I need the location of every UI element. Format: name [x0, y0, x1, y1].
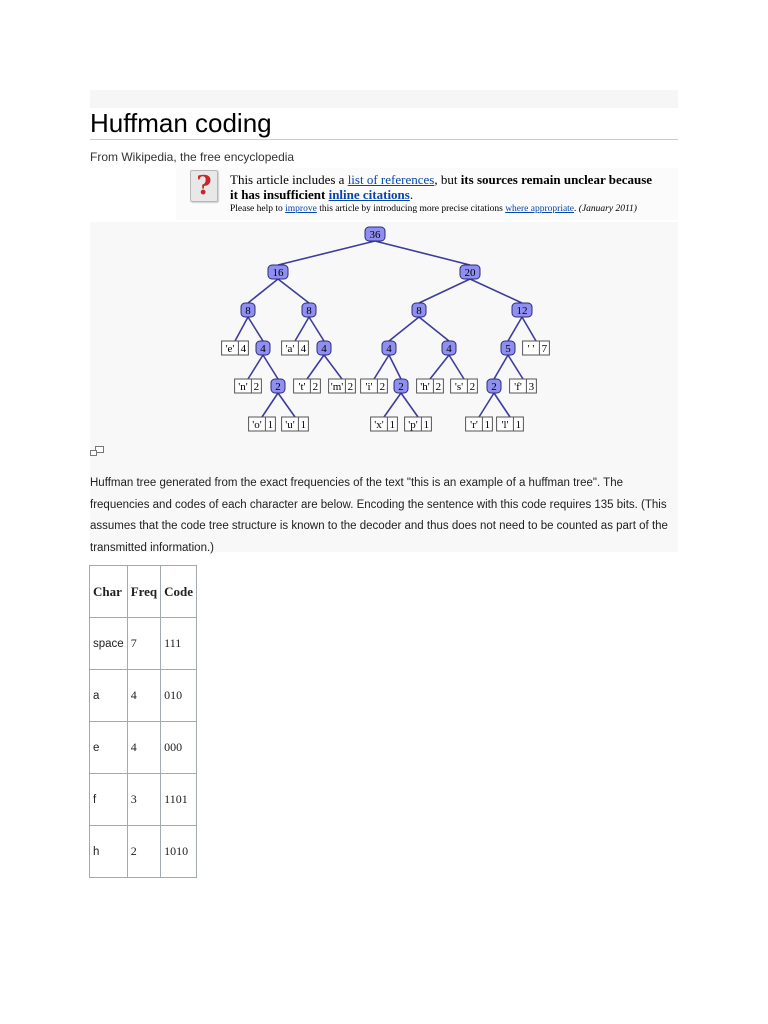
tree-internal-node	[394, 379, 408, 393]
leaf-node-char: 'e'	[225, 343, 235, 355]
tree-edge	[389, 317, 419, 341]
inline-citations-link[interactable]: inline citations	[328, 187, 410, 202]
cell-char: h	[90, 826, 128, 878]
tree-edge	[470, 279, 522, 303]
leaf-node-count: 2	[379, 381, 386, 393]
tree-leaf-node	[466, 417, 493, 431]
leaf-node-char: 'p'	[408, 419, 418, 431]
table-row	[90, 618, 197, 670]
cell-code: 111	[161, 618, 197, 670]
table-row	[90, 826, 197, 878]
internal-node-weight: 2	[491, 381, 497, 393]
tree-edge	[430, 355, 449, 379]
internal-node-weight: 4	[446, 343, 452, 355]
page-title: Huffman coding	[90, 108, 678, 140]
tree-edge	[295, 317, 309, 341]
tree-edge	[278, 393, 295, 417]
leaf-node-count: 1	[389, 419, 396, 431]
tree-edge	[248, 355, 263, 379]
notice-line-3: Please help to improve this article by introducing more precise citations where appropriate. (January 2011)	[230, 204, 637, 214]
tree-leaf-node	[235, 379, 262, 393]
huffman-code-table	[89, 565, 197, 878]
tree-edge	[401, 393, 418, 417]
notice-line-1: This article includes a list of references, but its sources remain unclear because	[230, 172, 653, 187]
leaf-node-char: 'm'	[330, 381, 344, 393]
internal-node-weight: 4	[260, 343, 266, 355]
tree-edge	[262, 393, 278, 417]
internal-node-weight: 8	[245, 305, 251, 317]
leaf-node-char: 't'	[298, 381, 306, 393]
tree-internal-node	[271, 379, 285, 393]
cell-freq: 4	[127, 722, 160, 774]
tree-edge	[494, 393, 510, 417]
tree-edge	[374, 355, 389, 379]
table-row	[90, 722, 197, 774]
tree-internal-node	[302, 303, 316, 317]
cell-freq: 3	[127, 774, 160, 826]
leaf-node-count: 2	[469, 381, 476, 393]
tree-internal-node	[256, 341, 270, 355]
tree-edge	[384, 393, 401, 417]
tree-edge	[263, 355, 278, 379]
citation-notice	[176, 168, 678, 220]
tree-edge	[479, 393, 494, 417]
tree-internal-node	[442, 341, 456, 355]
tree-leaf-node	[329, 379, 356, 393]
where-appropriate-link[interactable]: where appropriate	[505, 204, 575, 214]
cell-code: 1010	[161, 826, 197, 878]
leaf-node-count: 1	[515, 419, 522, 431]
leaf-node-count: 3	[528, 381, 535, 393]
cell-char: a	[90, 670, 128, 722]
leaf-node-char: 'r'	[470, 419, 478, 431]
tree-edge	[419, 317, 449, 341]
tree-leaf-node	[510, 379, 537, 393]
tree-leaf-node	[222, 341, 249, 355]
tree-leaf-node	[417, 379, 444, 393]
internal-node-weight: 12	[516, 305, 528, 317]
tree-leaf-node	[451, 379, 478, 393]
cell-code: 010	[161, 670, 197, 722]
list-of-references-link[interactable]: list of references	[347, 172, 435, 187]
leaf-node-count: 2	[253, 381, 260, 393]
leaf-node-char: 'l'	[501, 419, 509, 431]
tree-leaf-node	[294, 379, 321, 393]
tree-edge	[419, 279, 470, 303]
leaf-node-count: 1	[484, 419, 491, 431]
tree-edge	[494, 355, 508, 379]
internal-node-weight: 8	[306, 305, 312, 317]
question-mark-icon: ?	[190, 170, 218, 202]
tree-leaf-node	[497, 417, 524, 431]
tree-edge	[508, 317, 522, 341]
leaf-node-char: 'f'	[514, 381, 522, 393]
leaf-node-count: 2	[312, 381, 319, 393]
internal-node-weight: 16	[272, 267, 284, 279]
notice-line-2: it has insufficient inline citations.	[230, 187, 414, 202]
cell-char: f	[90, 774, 128, 826]
tree-internal-node	[365, 227, 385, 241]
internal-node-weight: 36	[369, 229, 381, 241]
tree-internal-node	[268, 265, 288, 279]
tree-internal-node	[382, 341, 396, 355]
tree-edge	[248, 317, 263, 341]
header-freq: Freq	[127, 566, 160, 618]
leaf-node-char: 'u'	[285, 419, 295, 431]
cell-code: 000	[161, 722, 197, 774]
tree-edge	[309, 317, 324, 341]
tree-internal-node	[460, 265, 480, 279]
internal-node-weight: 5	[505, 343, 511, 355]
cell-code: 1101	[161, 774, 197, 826]
tree-leaf-node	[371, 417, 398, 431]
tree-internal-node	[512, 303, 532, 317]
tree-internal-node	[317, 341, 331, 355]
page-tagline: From Wikipedia, the free encyclopedia	[90, 150, 295, 164]
leaf-node-char: ' '	[527, 343, 535, 355]
tree-edge	[324, 355, 342, 379]
leaf-node-count: 2	[435, 381, 442, 393]
leaf-node-char: 'a'	[285, 343, 295, 355]
leaf-node-count: 1	[423, 419, 430, 431]
leaf-node-count: 1	[267, 419, 274, 431]
header-char: Char	[90, 566, 128, 618]
top-bar	[90, 90, 678, 108]
tree-edge	[307, 355, 324, 379]
tree-edge	[389, 355, 401, 379]
tree-leaf-node	[249, 417, 276, 431]
leaf-node-char: 'i'	[365, 381, 373, 393]
magnify-clip-icon[interactable]	[90, 446, 104, 456]
tree-edge	[375, 241, 470, 265]
tree-edge	[248, 279, 278, 303]
cell-freq: 4	[127, 670, 160, 722]
tree-edge	[508, 355, 523, 379]
table-header-row	[90, 566, 197, 618]
tree-internal-node	[412, 303, 426, 317]
tree-edge	[278, 241, 375, 265]
internal-node-weight: 8	[416, 305, 422, 317]
leaf-node-char: 'h'	[420, 381, 430, 393]
tree-leaf-node	[405, 417, 432, 431]
tree-edge	[449, 355, 464, 379]
leaf-node-char: 's'	[454, 381, 464, 393]
leaf-node-count: 4	[300, 343, 307, 355]
tree-edge	[235, 317, 248, 341]
cell-freq: 7	[127, 618, 160, 670]
cell-char: space	[90, 618, 128, 670]
tree-internal-node	[487, 379, 501, 393]
leaf-node-char: 'n'	[238, 381, 248, 393]
tree-leaf-node	[361, 379, 388, 393]
internal-node-weight: 2	[398, 381, 404, 393]
tree-edge	[522, 317, 536, 341]
internal-node-weight: 4	[386, 343, 392, 355]
leaf-node-count: 7	[541, 343, 548, 355]
leaf-node-count: 4	[240, 343, 247, 355]
leaf-node-char: 'o'	[252, 419, 262, 431]
figure-caption: Huffman tree generated from the exact frequencies of the text "this is an example of a huffman tree". The frequencies and codes of each character are below. Encoding the sentence with this code requires 135 bits. (This assumes that the code tree structure is known to the decoder and thus does not need to be counted as part of the transmitted information.)	[90, 477, 668, 554]
improve-link[interactable]: improve	[285, 204, 317, 214]
tree-leaf-node	[523, 341, 550, 355]
internal-node-weight: 2	[275, 381, 281, 393]
tree-internal-node	[501, 341, 515, 355]
tree-internal-node	[241, 303, 255, 317]
internal-node-weight: 20	[464, 267, 476, 279]
tree-edge	[278, 279, 309, 303]
leaf-node-char: 'x'	[374, 419, 384, 431]
huffman-tree-diagram	[90, 222, 678, 437]
cell-freq: 2	[127, 826, 160, 878]
leaf-node-count: 1	[300, 419, 307, 431]
tree-leaf-node	[282, 417, 309, 431]
leaf-node-count: 2	[347, 381, 354, 393]
table-row	[90, 670, 197, 722]
internal-node-weight: 4	[321, 343, 327, 355]
table-row	[90, 774, 197, 826]
tree-leaf-node	[282, 341, 309, 355]
header-code: Code	[161, 566, 197, 618]
cell-char: e	[90, 722, 128, 774]
